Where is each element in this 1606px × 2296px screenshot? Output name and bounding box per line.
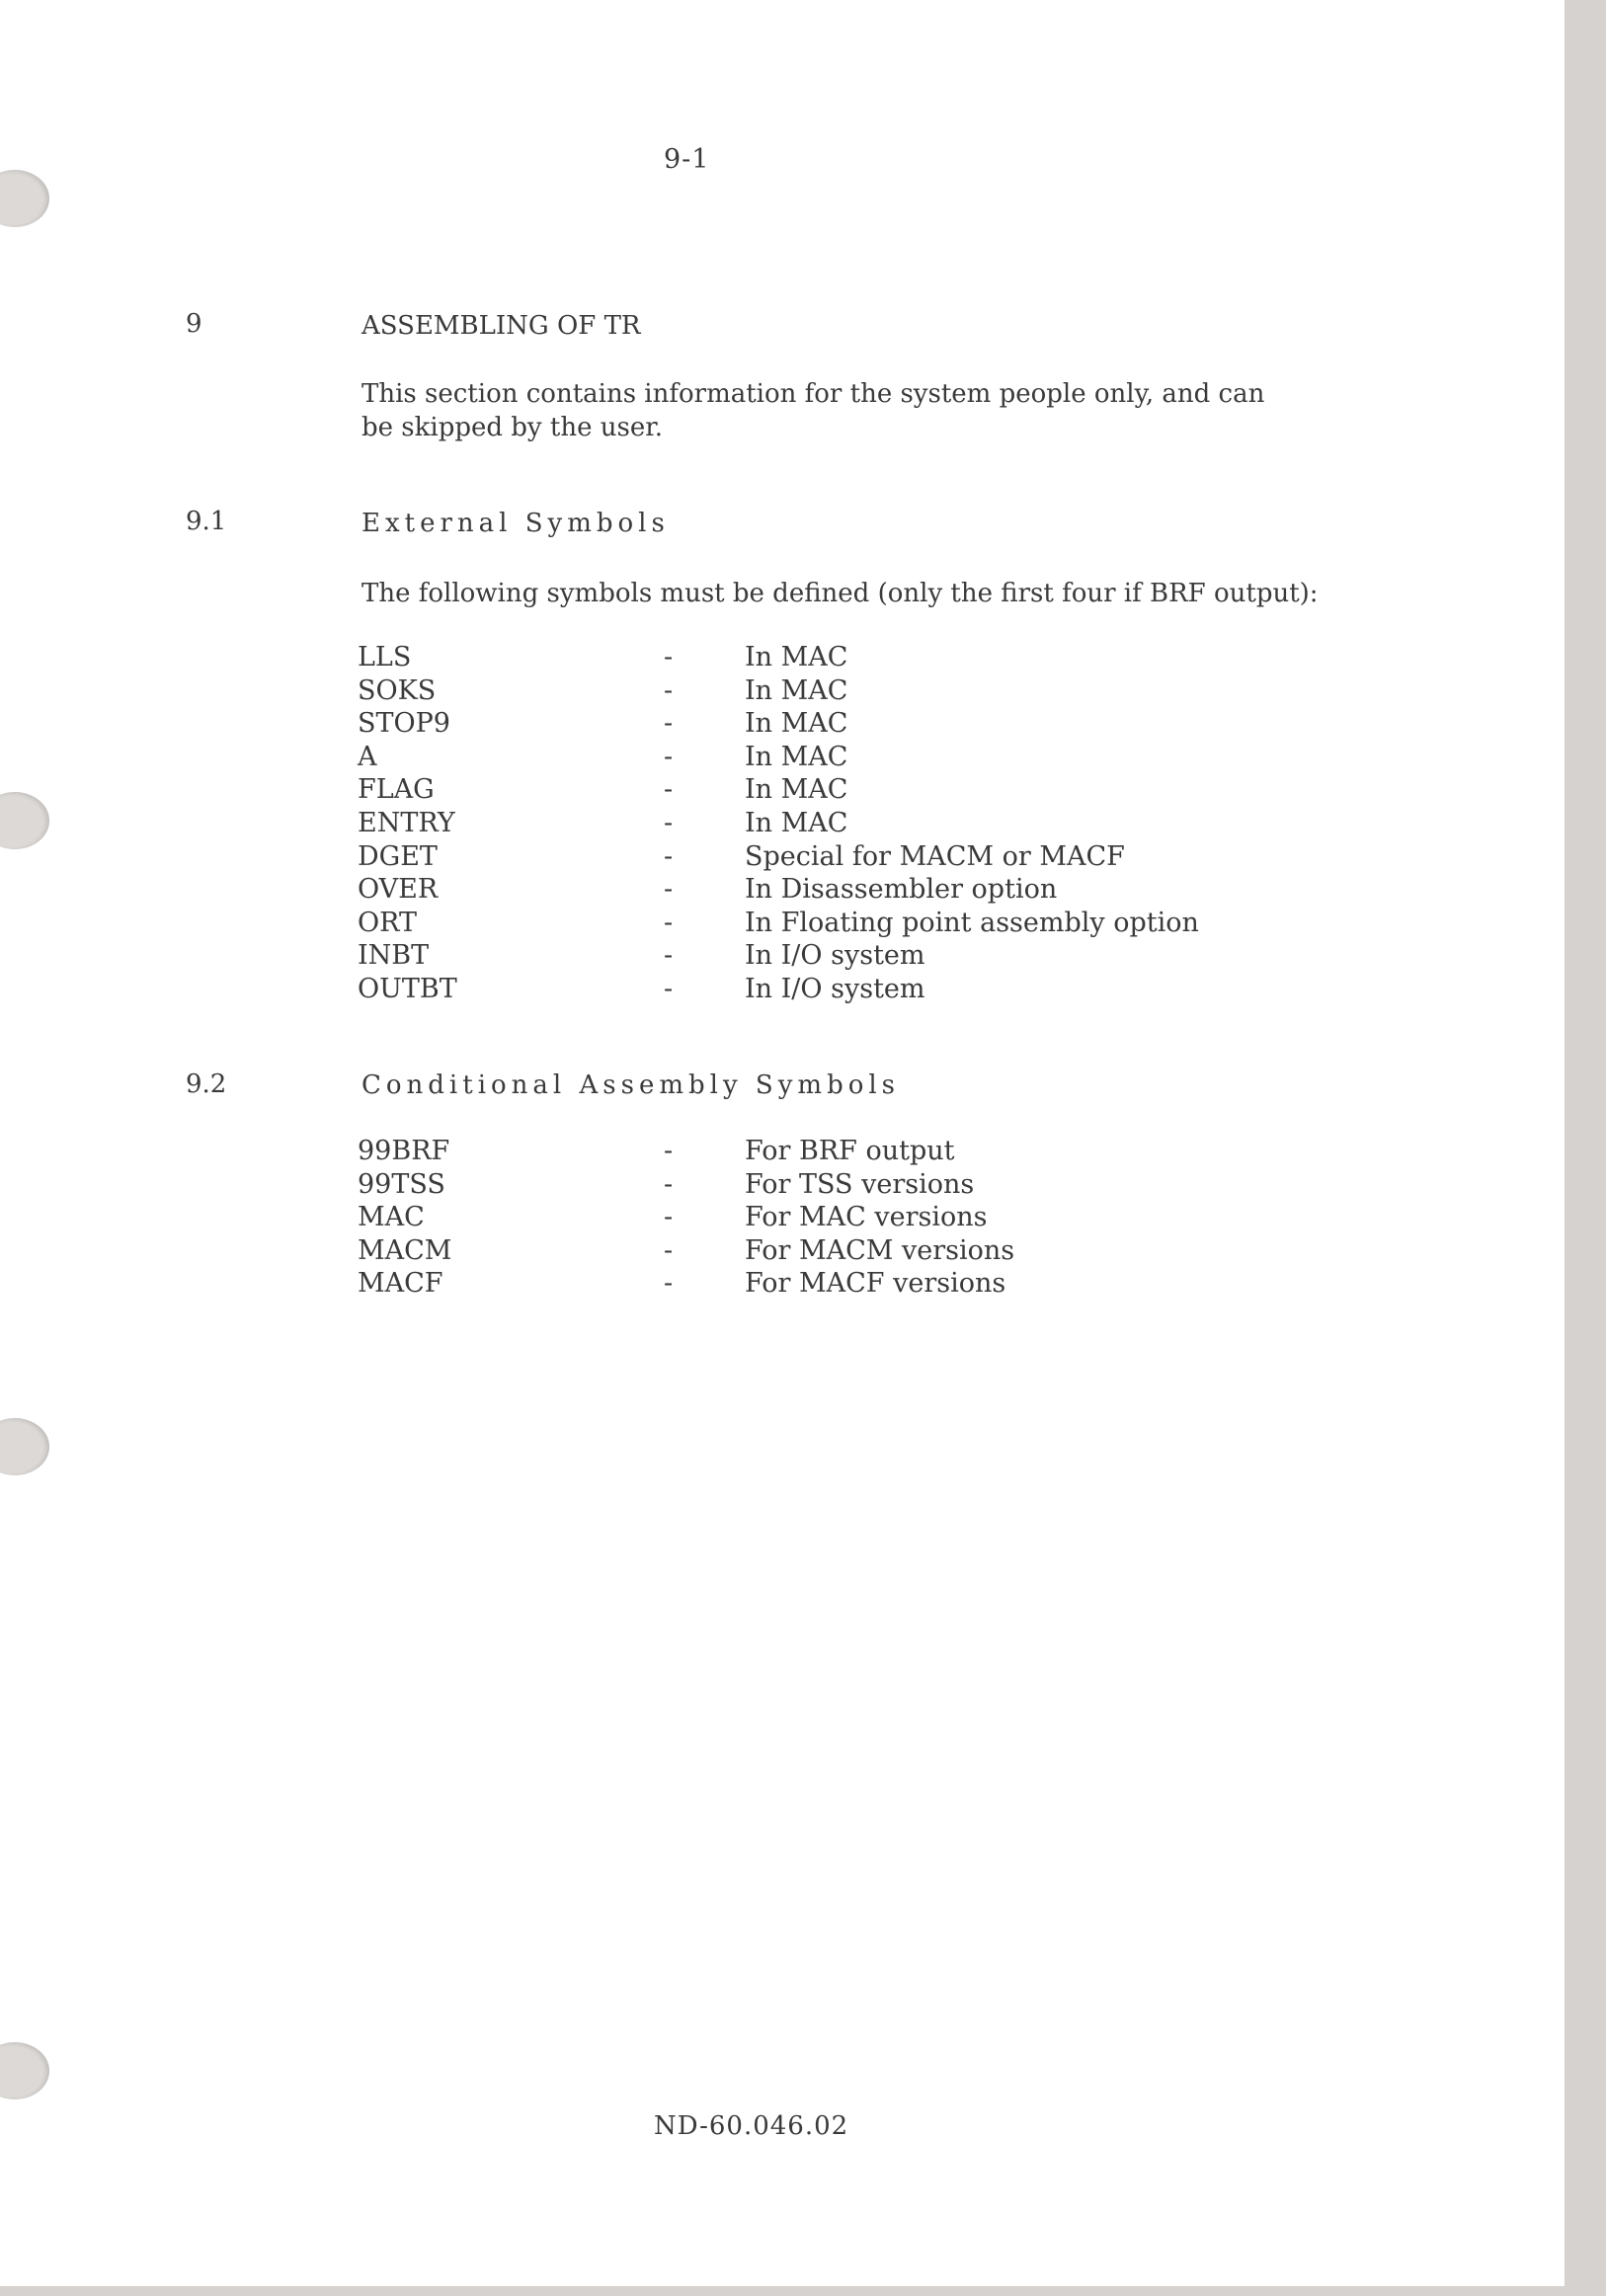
separator-dash: - [664, 1268, 674, 1300]
separator-dash: - [664, 1168, 674, 1200]
symbol-description: For MACM versions [745, 1234, 1015, 1266]
symbol-name: INBT [358, 940, 430, 972]
subsection-heading: Conditional Assembly Symbols [361, 1070, 901, 1100]
separator-dash: - [664, 1234, 674, 1266]
separator-dash: - [664, 907, 674, 938]
symbol-name: MAC [358, 1202, 425, 1233]
separator-dash: - [664, 642, 674, 673]
separator-dash: - [664, 874, 674, 906]
separator-dash: - [664, 973, 674, 1004]
separator-dash: - [664, 1202, 674, 1233]
separator-dash: - [664, 1136, 674, 1166]
symbol-name: ORT [358, 907, 417, 938]
symbol-description: For MACF versions [745, 1268, 1006, 1300]
symbol-name: LLS [358, 642, 412, 673]
symbol-description: In MAC [745, 708, 848, 740]
symbol-description: For TSS versions [745, 1168, 975, 1200]
symbol-description: In MAC [745, 741, 848, 772]
punch-hole [0, 170, 49, 227]
punch-hole [0, 792, 49, 849]
symbol-name: SOKS [358, 674, 437, 706]
symbol-description: In MAC [745, 774, 848, 806]
separator-dash: - [664, 840, 674, 872]
subsection-intro: The following symbols must be defined (only the first four if BRF output): [361, 579, 1319, 608]
symbol-name: OVER [358, 874, 439, 906]
symbol-name: STOP9 [358, 708, 450, 740]
symbol-name: MACM [358, 1234, 452, 1266]
section-intro [361, 377, 1487, 444]
symbol-name: ENTRY [358, 807, 455, 838]
symbol-name: A [358, 741, 377, 772]
symbol-name: MACF [358, 1268, 443, 1300]
separator-dash: - [664, 940, 674, 972]
subsection-number: 9.1 [186, 507, 227, 536]
punch-hole [0, 1418, 49, 1475]
symbol-description: Special for MACM or MACF [745, 840, 1125, 872]
symbol-description: In I/O system [745, 973, 925, 1004]
symbol-description: For BRF output [745, 1136, 955, 1166]
symbol-name: DGET [358, 840, 438, 872]
separator-dash: - [664, 708, 674, 740]
separator-dash: - [664, 674, 674, 706]
document-code: ND-60.046.02 [654, 2111, 849, 2141]
symbol-name: 99TSS [358, 1168, 445, 1200]
separator-dash: - [664, 741, 674, 772]
punch-hole [0, 2042, 49, 2099]
separator-dash: - [664, 774, 674, 806]
page-number: 9-1 [664, 144, 710, 175]
symbol-description: In I/O system [745, 940, 925, 972]
symbol-description: In MAC [745, 674, 848, 706]
subsection-number: 9.2 [186, 1069, 227, 1099]
section-heading: ASSEMBLING OF TR [361, 311, 641, 341]
separator-dash: - [664, 807, 674, 838]
symbol-name: 99BRF [358, 1136, 450, 1166]
symbol-description: For MAC versions [745, 1202, 988, 1233]
symbol-description: In Floating point assembly option [745, 907, 1199, 938]
symbol-description: In MAC [745, 807, 848, 838]
intro-line: This section contains information for the system people only, and can [361, 379, 1265, 409]
symbol-name: OUTBT [358, 973, 457, 1004]
symbol-name: FLAG [358, 774, 435, 806]
symbol-description: In Disassembler option [745, 874, 1058, 906]
page-bottom-edge [0, 2286, 1606, 2296]
symbol-description: In MAC [745, 642, 848, 673]
subsection-heading: External Symbols [361, 509, 670, 538]
page-edge-shadow [1565, 0, 1606, 2296]
intro-line: be skipped by the user. [361, 413, 664, 442]
section-number: 9 [186, 309, 202, 339]
